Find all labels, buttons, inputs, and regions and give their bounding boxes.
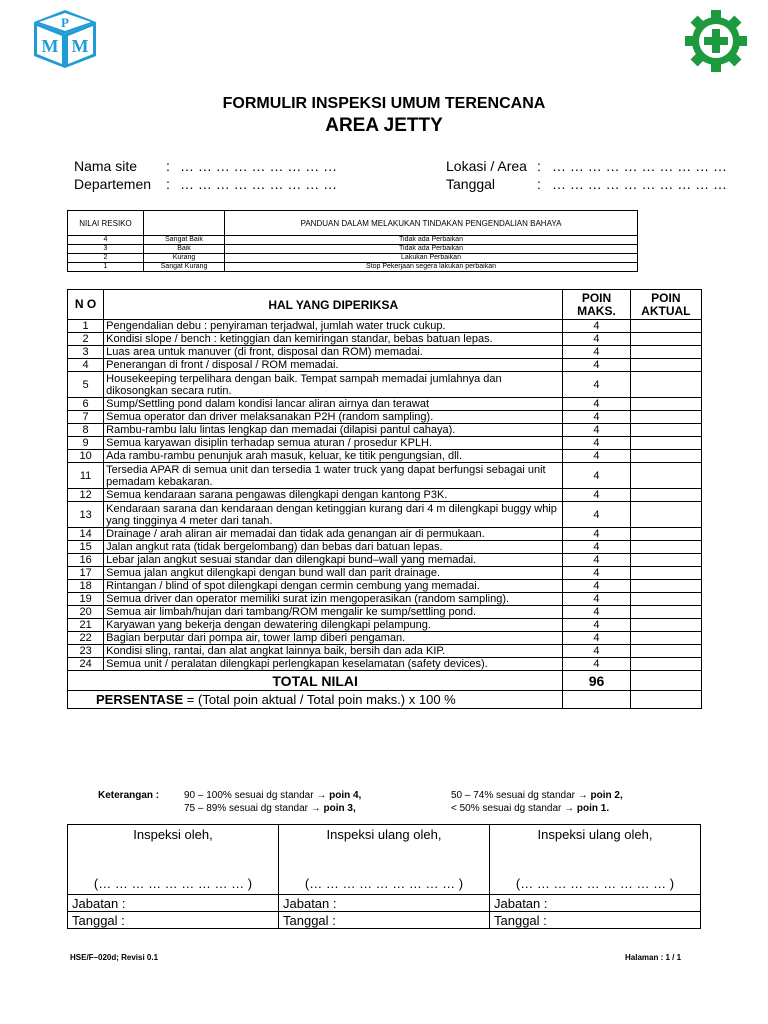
row-description: Semua driver dan operator memiliki surat izin mengoperasikan (random sampling).	[104, 593, 563, 606]
col-header-poin-maks: POIN MAKS.	[563, 290, 630, 320]
keterangan-poin: poin 4,	[329, 790, 362, 801]
row-poin-maks: 4	[563, 580, 630, 593]
row-number: 13	[68, 502, 104, 528]
persentase-maks-cell	[563, 691, 630, 709]
legend-header-panduan: PANDUAN DALAM MELAKUKAN TINDAKAN PENGENDALIAN BAHAYA	[225, 211, 638, 236]
legend-row	[68, 236, 638, 245]
table-row	[68, 502, 702, 528]
pmm-logo	[30, 8, 100, 70]
row-poin-aktual[interactable]	[630, 567, 701, 580]
row-number: 1	[68, 320, 104, 333]
row-poin-maks: 4	[563, 593, 630, 606]
row-number: 18	[68, 580, 104, 593]
row-number: 20	[68, 606, 104, 619]
keterangan-item-3	[451, 790, 623, 801]
inspector-name-field: (… … … … … … … … … )	[93, 876, 253, 891]
lokasi-field[interactable]: … … … … … … … … … …	[552, 158, 728, 174]
row-description: Lebar jalan angkut sesuai standar dan dilengkapi bund–wall yang memadai.	[104, 554, 563, 567]
tanggal-sign-field-1[interactable]: Tanggal :	[68, 912, 279, 929]
row-number: 8	[68, 424, 104, 437]
row-description: Semua kendaraan sarana pengawas dilengkapi dengan kantong P3K.	[104, 489, 563, 502]
legend-row	[68, 263, 638, 272]
jabatan-field-1[interactable]: Jabatan :	[68, 895, 279, 912]
row-poin-maks: 4	[563, 411, 630, 424]
row-description: Kondisi sling, rantai, dan alat angkat lainnya baik, bersih dan ada KIP.	[104, 645, 563, 658]
tanggal-sign-field-2[interactable]: Tanggal :	[279, 912, 490, 929]
row-poin-aktual[interactable]	[630, 424, 701, 437]
col-header-item: HAL YANG DIPERIKSA	[104, 290, 563, 320]
row-poin-aktual[interactable]	[630, 658, 701, 671]
keterangan-item-1	[184, 790, 361, 801]
departemen-field[interactable]: … … … … … … … … …	[180, 176, 338, 192]
keterangan-text: < 50% sesuai dg standar →	[451, 803, 575, 814]
keterangan-poin: poin 2,	[590, 790, 623, 801]
row-poin-aktual[interactable]	[630, 528, 701, 541]
persentase-formula	[68, 691, 563, 709]
legend-value: 4	[68, 236, 144, 245]
row-number: 5	[68, 372, 104, 398]
sign-cell-2[interactable]	[279, 825, 490, 895]
row-description: Housekeeping terpelihara dengan baik. Tempat sampah memadai jumlahnya dan dikosongkan secara rutin.	[104, 372, 563, 398]
row-poin-aktual[interactable]	[630, 632, 701, 645]
nama-site-field[interactable]: … … … … … … … … …	[180, 158, 338, 174]
inspeksi-ulang-label: Inspeksi ulang oleh,	[326, 827, 442, 842]
row-number: 4	[68, 359, 104, 372]
table-row	[68, 437, 702, 450]
inspection-table	[67, 289, 702, 709]
row-poin-aktual[interactable]	[630, 541, 701, 554]
doc-code: HSE/F–020d; Revisi 0.1	[70, 953, 159, 962]
row-poin-aktual[interactable]	[630, 580, 701, 593]
sign-cell-1[interactable]	[68, 825, 279, 895]
keterangan-label: Keterangan :	[98, 790, 160, 801]
reinspector-name-field-2: (… … … … … … … … … )	[515, 876, 675, 891]
row-description: Semua jalan angkut dilengkapi dengan bund wall dan parit drainage.	[104, 567, 563, 580]
tanggal-field[interactable]: … … … … … … … … … …	[552, 176, 728, 192]
legend-row	[68, 254, 638, 263]
table-row	[68, 450, 702, 463]
table-row	[68, 528, 702, 541]
row-poin-aktual[interactable]	[630, 489, 701, 502]
row-poin-aktual[interactable]	[630, 372, 701, 398]
row-description: Penerangan di front / disposal / ROM memadai.	[104, 359, 563, 372]
legend-value: 2	[68, 254, 144, 263]
row-number: 2	[68, 333, 104, 346]
col-header-poin-aktual: POIN AKTUAL	[630, 290, 701, 320]
row-poin-aktual[interactable]	[630, 619, 701, 632]
row-poin-maks: 4	[563, 502, 630, 528]
keterangan-item-4	[451, 803, 609, 814]
row-description: Rintangan / blind of spot dilengkapi dengan cermin cembung yang memadai.	[104, 580, 563, 593]
row-number: 12	[68, 489, 104, 502]
svg-text:P: P	[61, 15, 69, 30]
tanggal-label: Tanggal	[446, 176, 496, 192]
row-description: Semua karyawan disiplin terhadap semua aturan / prosedur KPLH.	[104, 437, 563, 450]
row-description: Semua air limbah/hujan dari tambang/ROM mengalir ke sump/settling pond.	[104, 606, 563, 619]
tanggal-sep: :	[537, 176, 541, 192]
row-poin-aktual[interactable]	[630, 645, 701, 658]
table-row	[68, 632, 702, 645]
table-row	[68, 619, 702, 632]
keterangan-text: 75 – 89% sesuai dg standar →	[184, 803, 321, 814]
row-poin-maks: 4	[563, 359, 630, 372]
tanggal-sign-field-3[interactable]: Tanggal :	[490, 912, 701, 929]
svg-text:M: M	[41, 36, 59, 56]
risk-legend-table	[67, 210, 638, 272]
total-aktual-cell[interactable]	[630, 671, 701, 691]
row-number: 19	[68, 593, 104, 606]
row-poin-maks: 4	[563, 489, 630, 502]
form-title: FORMULIR INSPEKSI UMUM TERENCANA	[222, 95, 546, 112]
row-description: Tersedia APAR di semua unit dan tersedia 1 water truck yang dapat berfungsi sebagai unit pemadam kebakaran.	[104, 463, 563, 489]
persentase-label: PERSENTASE	[96, 691, 184, 707]
legend-value: 1	[68, 263, 144, 272]
row-poin-aktual[interactable]	[630, 333, 701, 346]
sign-cell-3[interactable]	[490, 825, 701, 895]
jabatan-field-2[interactable]: Jabatan :	[279, 895, 490, 912]
total-value: 96	[563, 671, 630, 691]
reinspector-name-field: (… … … … … … … … … )	[304, 876, 464, 891]
legend-header-empty	[144, 211, 225, 236]
nama-site-sep: :	[166, 158, 170, 174]
inspeksi-oleh-label: Inspeksi oleh,	[133, 827, 213, 842]
row-number: 16	[68, 554, 104, 567]
table-row	[68, 489, 702, 502]
row-poin-maks: 4	[563, 632, 630, 645]
row-description: Kondisi slope / bench : ketinggian dan kemiringan standar, bebas batuan lepas.	[104, 333, 563, 346]
table-row	[68, 541, 702, 554]
row-description: Bagian berputar dari pompa air, tower lamp diberi pengaman.	[104, 632, 563, 645]
row-number: 10	[68, 450, 104, 463]
nama-site-label: Nama site	[74, 158, 138, 174]
row-poin-aktual[interactable]	[630, 320, 701, 333]
keterangan-text: 50 – 74% sesuai dg standar →	[451, 790, 588, 801]
row-number: 14	[68, 528, 104, 541]
row-poin-aktual[interactable]	[630, 606, 701, 619]
legend-value: 3	[68, 245, 144, 254]
row-description: Karyawan yang bekerja dengan dewatering dilengkapi pelampung.	[104, 619, 563, 632]
legend-category: Baik	[144, 245, 225, 254]
legend-row	[68, 245, 638, 254]
table-row	[68, 346, 702, 359]
row-number: 17	[68, 567, 104, 580]
row-poin-aktual[interactable]	[630, 398, 701, 411]
legend-action: Lakukan Perbaikan	[225, 254, 638, 263]
legend-category: Sangat Baik	[144, 236, 225, 245]
persentase-text: = (Total poin aktual / Total poin maks.) x 100 %	[183, 691, 456, 707]
row-description: Rambu-rambu lalu lintas lengkap dan memadai (dilapisi pantul cahaya).	[104, 424, 563, 437]
row-poin-maks: 4	[563, 619, 630, 632]
row-description: Sump/Settling pond dalam kondisi lancar aliran airnya dan terawat	[104, 398, 563, 411]
table-row	[68, 320, 702, 333]
row-poin-aktual[interactable]	[630, 463, 701, 489]
row-description: Semua operator dan driver melaksanakan P2H (random sampling).	[104, 411, 563, 424]
col-header-no: N O	[68, 290, 104, 320]
table-row	[68, 424, 702, 437]
row-poin-maks: 4	[563, 658, 630, 671]
row-poin-aktual[interactable]	[630, 502, 701, 528]
persentase-aktual-cell[interactable]	[630, 691, 701, 709]
legend-category: Kurang	[144, 254, 225, 263]
row-poin-aktual[interactable]	[630, 359, 701, 372]
row-poin-maks: 4	[563, 333, 630, 346]
row-number: 7	[68, 411, 104, 424]
row-poin-maks: 4	[563, 424, 630, 437]
table-row	[68, 645, 702, 658]
keterangan-item-2	[184, 803, 356, 814]
table-row	[68, 593, 702, 606]
row-description: Luas area untuk manuver (di front, disposal dan ROM) memadai.	[104, 346, 563, 359]
row-number: 3	[68, 346, 104, 359]
table-row	[68, 398, 702, 411]
row-number: 21	[68, 619, 104, 632]
legend-action: Tidak ada Perbaikan	[225, 236, 638, 245]
table-row	[68, 372, 702, 398]
row-poin-maks: 4	[563, 398, 630, 411]
table-row	[68, 580, 702, 593]
row-poin-maks: 4	[563, 346, 630, 359]
table-row	[68, 606, 702, 619]
row-number: 23	[68, 645, 104, 658]
legend-header-nilai: NILAI RESIKO	[68, 211, 144, 236]
row-description: Ada rambu-rambu penunjuk arah masuk, keluar, ke titik pengungsian, dll.	[104, 450, 563, 463]
row-description: Jalan angkut rata (tidak bergelombang) dan bebas dari batuan lepas.	[104, 541, 563, 554]
table-row	[68, 463, 702, 489]
keterangan-poin: poin 1.	[576, 803, 610, 814]
row-number: 11	[68, 463, 104, 489]
row-number: 15	[68, 541, 104, 554]
row-poin-aktual[interactable]	[630, 411, 701, 424]
inspeksi-ulang-label-2: Inspeksi ulang oleh,	[537, 827, 653, 842]
row-poin-maks: 4	[563, 463, 630, 489]
departemen-label: Departemen	[74, 176, 152, 192]
row-poin-maks: 4	[563, 541, 630, 554]
lokasi-label: Lokasi / Area	[446, 158, 527, 174]
signature-table	[67, 824, 701, 929]
row-poin-maks: 4	[563, 606, 630, 619]
row-poin-maks: 4	[563, 528, 630, 541]
row-description: Kendaraan sarana dan kendaraan dengan ketinggian kurang dari 4 m dilengkapi buggy whip yang tingginya 4 meter dari tanah.	[104, 502, 563, 528]
table-row	[68, 359, 702, 372]
svg-text:M: M	[71, 36, 89, 56]
row-poin-maks: 4	[563, 372, 630, 398]
row-poin-maks: 4	[563, 450, 630, 463]
legend-action: Stop Pekerjaan segera lakukan perbaikan	[225, 263, 638, 272]
keterangan-text: 90 – 100% sesuai dg standar →	[184, 790, 327, 801]
form-subtitle: AREA JETTY	[325, 115, 443, 136]
row-poin-maks: 4	[563, 320, 630, 333]
jabatan-field-3[interactable]: Jabatan :	[490, 895, 701, 912]
keterangan-poin: poin 3,	[323, 803, 356, 814]
total-label: TOTAL NILAI	[68, 671, 563, 691]
row-description: Semua unit / peralatan dilengkapi perlengkapan keselamatan (safety devices).	[104, 658, 563, 671]
lokasi-sep: :	[537, 158, 541, 174]
row-number: 9	[68, 437, 104, 450]
row-number: 22	[68, 632, 104, 645]
row-poin-aktual[interactable]	[630, 450, 701, 463]
table-row	[68, 554, 702, 567]
row-number: 24	[68, 658, 104, 671]
row-description: Drainage / arah aliran air memadai dan tidak ada genangan air di permukaan.	[104, 528, 563, 541]
table-row	[68, 333, 702, 346]
departemen-sep: :	[166, 176, 170, 192]
row-poin-maks: 4	[563, 645, 630, 658]
legend-category: Sangat Kurang	[144, 263, 225, 272]
row-poin-aktual[interactable]	[630, 593, 701, 606]
row-poin-aktual[interactable]	[630, 554, 701, 567]
row-poin-aktual[interactable]	[630, 437, 701, 450]
page-number: Halaman : 1 / 1	[625, 953, 682, 962]
k3-safety-logo	[683, 8, 749, 74]
table-row	[68, 658, 702, 671]
row-description: Pengendalian debu : penyiraman terjadwal, jumlah water truck cukup.	[104, 320, 563, 333]
table-row	[68, 411, 702, 424]
row-poin-maks: 4	[563, 567, 630, 580]
row-poin-aktual[interactable]	[630, 346, 701, 359]
row-poin-maks: 4	[563, 554, 630, 567]
table-row	[68, 567, 702, 580]
legend-action: Tidak ada Perbaikan	[225, 245, 638, 254]
row-number: 6	[68, 398, 104, 411]
row-poin-maks: 4	[563, 437, 630, 450]
